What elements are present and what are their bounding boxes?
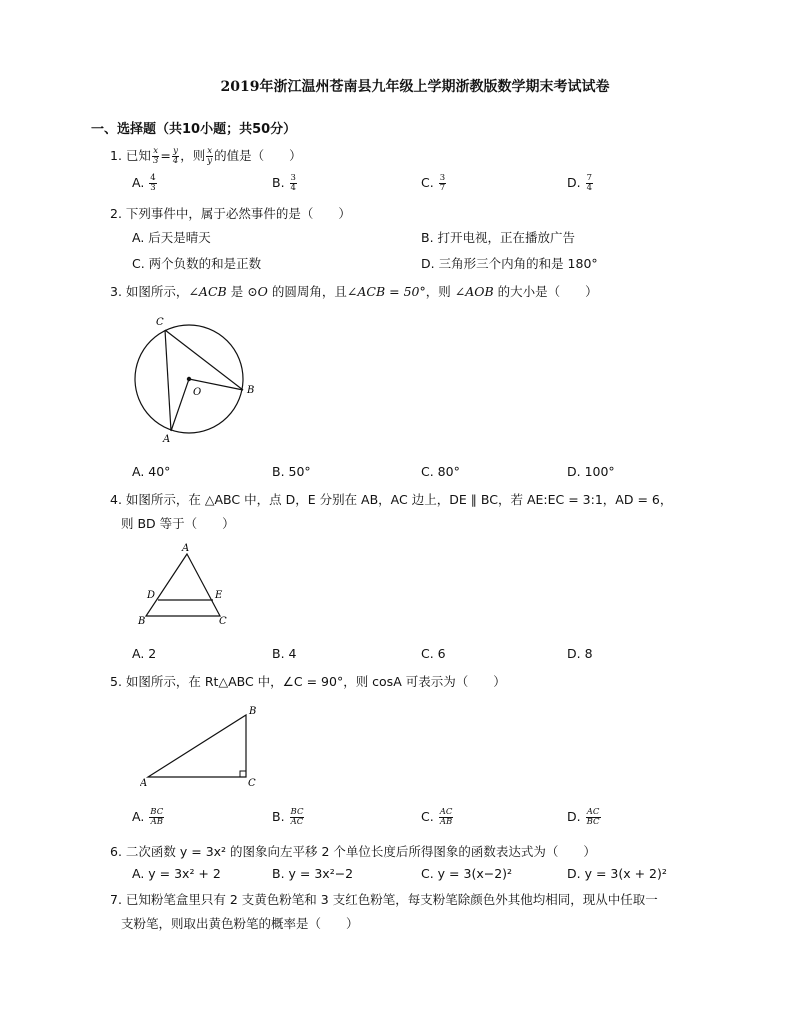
question-text: 的值是（ ） <box>214 148 302 163</box>
question-text: 的圆周角，且 <box>271 284 347 299</box>
question-7-line-1: 7. 已知粉笔盒里只有 2 支黄色粉笔和 3 支红色粉笔，每支粉笔除颜色外其他均相同，现从中任取一 <box>110 892 658 907</box>
denominator: y <box>207 156 213 166</box>
q5-option-d[interactable] <box>567 808 602 827</box>
q4-triangle-figure <box>130 540 240 630</box>
question-text: 的大小是（ ） <box>497 284 598 299</box>
denominator: AC <box>290 817 304 827</box>
q5-right-triangle-figure <box>140 700 270 792</box>
q1-option-a[interactable] <box>132 174 158 193</box>
option-label: B. <box>272 175 285 190</box>
denominator: AB <box>439 817 453 827</box>
numerator: BC <box>290 807 304 817</box>
fraction <box>152 147 159 166</box>
denominator: 4 <box>290 183 296 193</box>
option-label: B. <box>272 809 285 824</box>
option-label: D. <box>567 175 581 190</box>
question-text: ，则 <box>425 284 451 299</box>
fraction <box>586 808 601 827</box>
numerator: x <box>153 146 159 156</box>
denominator: 3 <box>150 183 156 193</box>
q3-option-b[interactable]: B. 50° <box>272 464 311 479</box>
question-7-line-2: 支粉笔，则取出黄色粉笔的概率是（ ） <box>121 916 359 931</box>
label-a: A <box>163 434 171 445</box>
question-text: 如图所示， <box>125 284 189 299</box>
option-label: D. <box>567 809 581 824</box>
q3-option-c[interactable]: C. 80° <box>421 464 460 479</box>
question-text: ，则 <box>180 148 206 163</box>
label-c: C <box>156 317 164 328</box>
label-c: C <box>219 616 227 627</box>
fraction <box>439 808 454 827</box>
question-6: 6. 二次函数 y = 3x² 的图象向左平移 2 个单位长度后所得图象的函数表达式为（ ） <box>110 844 596 859</box>
q6-option-a[interactable]: A. y = 3x² + 2 <box>132 866 221 881</box>
segment-ca <box>165 330 171 431</box>
numerator: 3 <box>439 173 446 183</box>
math-expression: ∠AOB <box>454 284 494 299</box>
label-c: C <box>248 778 256 789</box>
denominator: AB <box>150 817 163 827</box>
numerator: AC <box>439 807 453 817</box>
segment-cb <box>165 330 243 390</box>
numerator: AC <box>586 807 600 817</box>
q4-option-c[interactable]: C. 6 <box>421 646 446 661</box>
label-b: B <box>247 385 255 396</box>
q3-option-a[interactable]: A. 40° <box>132 464 171 479</box>
q3-circle-figure <box>125 310 275 450</box>
fraction <box>206 147 213 166</box>
q6-option-d[interactable]: D. y = 3(x + 2)² <box>567 866 667 881</box>
question-text: 已知 <box>125 148 151 163</box>
denominator: 3 <box>152 156 159 166</box>
denominator: 4 <box>172 156 179 166</box>
label-e: E <box>215 590 223 601</box>
equals-sign: = <box>160 148 171 163</box>
numerator: 4 <box>150 173 156 183</box>
q5-option-a[interactable] <box>132 808 165 827</box>
numerator: BC <box>150 807 164 817</box>
exam-title-text: 2019年浙江温州苍南县九年级上学期浙教版数学期末考试试卷 <box>220 79 610 95</box>
numerator: y <box>173 146 178 156</box>
numerator: x <box>207 146 213 156</box>
numerator: 3 <box>290 173 296 183</box>
label-b: B <box>249 706 257 717</box>
option-label: A. <box>132 809 145 824</box>
q4-option-d[interactable]: D. 8 <box>567 646 593 661</box>
q1-option-c[interactable] <box>421 174 447 193</box>
section-heading: 一、选择题（共10小题；共50分） <box>91 122 297 137</box>
triangle-abc <box>148 715 246 777</box>
denominator: BC <box>586 817 600 827</box>
option-label: C. <box>421 809 434 824</box>
fraction <box>172 147 179 166</box>
label-b: B <box>138 616 146 627</box>
center-point <box>187 377 191 381</box>
fraction <box>290 808 305 827</box>
q5-option-b[interactable] <box>272 808 305 827</box>
q4-option-a[interactable]: A. 2 <box>132 646 157 661</box>
question-3 <box>110 282 598 300</box>
q1-option-d[interactable] <box>567 174 594 193</box>
q5-option-c[interactable] <box>421 808 454 827</box>
q2-option-b[interactable]: B. 打开电视，正在播放广告 <box>421 230 576 245</box>
q2-option-a[interactable]: A. 后天是晴天 <box>132 230 211 245</box>
math-expression: ∠ACB <box>188 284 227 299</box>
q6-option-c[interactable]: C. y = 3(x−2)² <box>421 866 513 881</box>
q6-option-b[interactable]: B. y = 3x²−2 <box>272 866 354 881</box>
label-d: D <box>147 590 156 601</box>
triangle-abc <box>146 554 220 616</box>
question-number: 3. <box>110 284 122 299</box>
denominator: 7 <box>439 183 446 193</box>
question-2: 2. 下列事件中，属于必然事件的是（ ） <box>110 206 351 221</box>
fraction <box>290 174 297 193</box>
denominator: 4 <box>586 183 593 193</box>
question-5: 5. 如图所示，在 Rt△ABC 中，∠C = 90°，则 cosA 可表示为（ ） <box>110 674 506 689</box>
math-expression: ∠ACB = 50° <box>346 284 426 299</box>
fraction <box>149 808 164 827</box>
question-number: 1. <box>110 148 122 163</box>
option-label: C. <box>421 175 434 190</box>
question-1 <box>110 146 302 166</box>
q2-option-d[interactable]: D. 三角形三个内角的和是 180° <box>421 256 598 271</box>
numerator: 7 <box>586 173 593 183</box>
math-expression: ⊙O <box>247 284 268 299</box>
option-label: A. <box>132 175 145 190</box>
q4-option-b[interactable]: B. 4 <box>272 646 297 661</box>
q2-option-c[interactable]: C. 两个负数的和是正数 <box>132 256 262 271</box>
q3-option-d[interactable]: D. 100° <box>567 464 615 479</box>
exam-title <box>0 76 794 96</box>
segment-oa <box>171 379 189 431</box>
fraction <box>149 174 156 193</box>
question-4-line-2: 则 BD 等于（ ） <box>121 516 235 531</box>
label-o: O <box>193 387 202 398</box>
right-angle-mark <box>240 771 246 777</box>
fraction <box>586 174 593 193</box>
question-text: 是 <box>230 284 244 299</box>
fraction <box>439 174 446 193</box>
question-4-line-1: 4. 如图所示，在 △ABC 中，点 D，E 分别在 AB，AC 边上，DE ∥ BC，若 AE:EC = 3:1，AD = 6， <box>110 492 673 507</box>
q1-option-b[interactable] <box>272 174 298 193</box>
label-a: A <box>140 778 148 789</box>
label-a: A <box>182 543 190 554</box>
